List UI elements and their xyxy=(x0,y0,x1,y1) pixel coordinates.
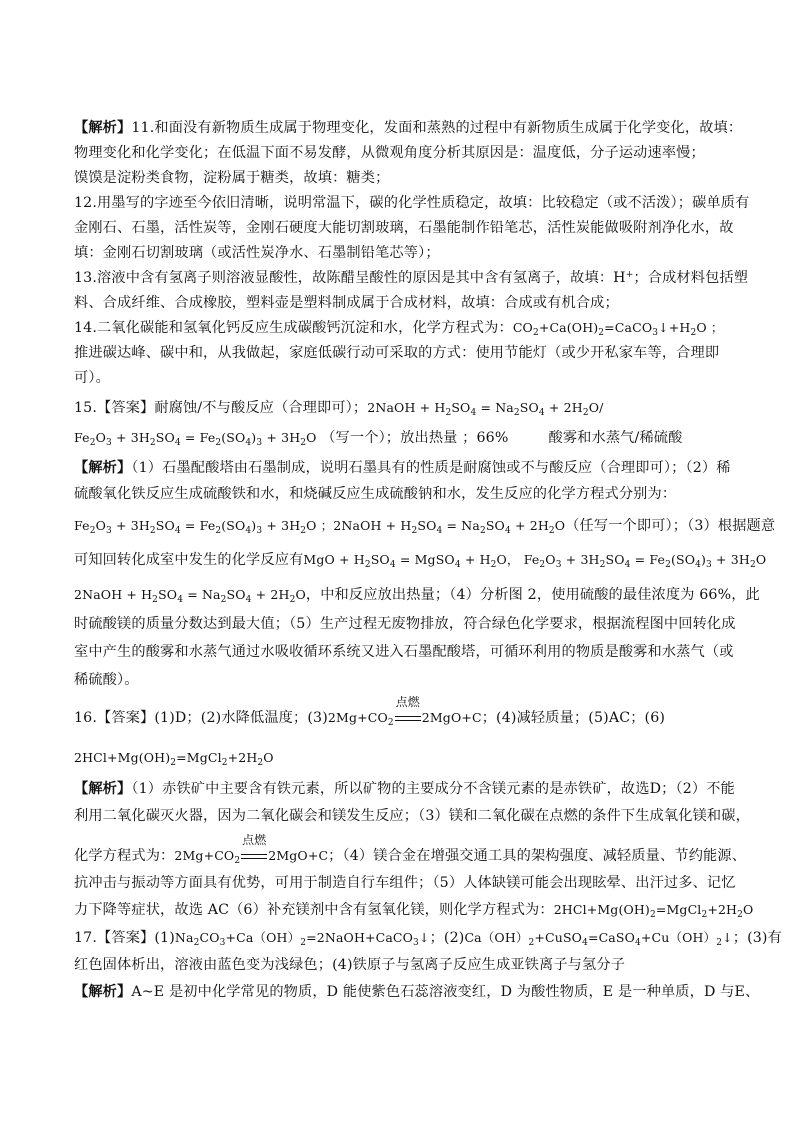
text-line xyxy=(74,748,734,768)
text-line: 物理变化和化学变化；在低温下面不易发酵，从微观角度分析其原因是：温度低，分子运动速率慢； xyxy=(74,145,705,161)
jiexi-label: 【解析】 xyxy=(74,460,132,476)
text-line: 12.用墨写的字迹至今依旧清晰，说明常温下，碳的化学性质稳定，故填：比较稳定（或不活泼）；碳单质有 xyxy=(74,195,750,211)
text-line: 17.【答案】$(1)Na_2CO_3+Ca(OH)_2=2NaOH+CaCO_3↓$；$(2)Ca(OH)_2+CuSO_4=CaSO_4+Cu(OH)_2↓$；(3)有 xyxy=(74,930,782,948)
reaction-arrow xyxy=(395,716,421,721)
text-line: 室中产生的酸雾和水蒸气通过水吸收循环系统又进入石墨配酸塔，可循环利用的物质是酸雾和水蒸气（或 xyxy=(74,644,734,660)
equation: $Fe_2O_3 + 3H_2SO_4 = Fe_2(SO_4)_3 + 3H_2O$ ；2NaOH + $H_2SO_4 = Na_2SO_4 + 2H_2O$ xyxy=(74,518,566,536)
text-line: 可）。 xyxy=(74,370,110,386)
equation: 2NaOH + $H_2SO_4 = Na_2SO_4 + 2H_2O/$ xyxy=(367,400,604,418)
equation: $2HCl+Mg(OH)_2=MgCl_2+2H_2O$ xyxy=(553,902,754,920)
text-line: 推进碳达峰、碳中和，从我做起，家庭低碳行动可采取的方式：使用节能灯（或少开私家车等，合理即 xyxy=(74,345,720,361)
text-line: 料、合成纤维、合成橡胶，塑料壶是塑料制成属于合成材料，故填：合成或有机合成； xyxy=(74,295,619,311)
jiexi-label: 【解析】 xyxy=(74,120,132,136)
text-line: 红色固体析出，溶液由蓝色变为浅绿色；(4)铁原子与氢离子反应生成亚铁离子与氢分子 xyxy=(74,957,626,973)
equation: MgO + $H_2SO_4$ = MgSO$_4$ + $H_2O$， $Fe_2O_3 + 3H_2SO_4 = Fe_2(SO_4)_3 + 3H_2O$ xyxy=(303,552,767,570)
text-line: 时硫酸镁的质量分数达到最大值；（5）生产过程无废物排放，符合绿色化学要求，根据流程图中回转化成 xyxy=(74,616,736,632)
reaction-arrow xyxy=(241,854,267,859)
text-line: 13.溶液中含有氢离子则溶液显酸性，故陈醋呈酸性的原因是其中含有氢离子，故填：H+；合成材料包括塑 xyxy=(74,270,749,286)
text-line: 填：金刚石切割玻璃（或活性炭净水、石墨制铅笔芯等）； xyxy=(74,245,440,261)
text-line: 【解析】（1）石墨配酸塔由石墨制成，说明石墨具有的性质是耐腐蚀或不与酸反应（合理即可）；（2）稀 xyxy=(74,460,731,476)
text-line: 【解析】A~E 是初中化学常见的物质，D 能使紫色石蕊溶液变红，D 为酸性物质，E 是一种单质，D 与E、 xyxy=(74,984,760,1000)
text-line: 硫酸氧化铁反应生成硫酸铁和水，和烧碱反应生成硫酸钠和水，发生反应的化学方程式分别为： xyxy=(74,486,677,502)
equation: $2HCl+Mg(OH)_2=MgCl_2+2H_2O$ xyxy=(74,750,274,768)
text-line: $Fe_2O_3 + 3H_2SO_4 = Fe_2(SO_4)_3 + 3H_2O$ （写一个）；放出热量 ；66% 酸雾和水蒸气/稀硫酸 xyxy=(74,430,683,448)
equation: $2Mg+CO_2$ 点燃 2MgO+C xyxy=(174,833,329,866)
text-line: 抗冲击与振动等方面具有优势，可用于制造自行车组件；（5）人体缺镁可能会出现眩晕、出汗过多、记忆 xyxy=(74,875,736,891)
text-line: 可知回转化成室中发生的化学反应有MgO + $H_2SO_4$ = MgSO$_4$ + $H_2O$， $Fe_2O_3 + 3H_2SO_4 = Fe_2(SO_4)_3 + 3H_2O$ xyxy=(74,552,767,570)
text-line: 金刚石、石墨，活性炭等，金刚石硬度大能切割玻璃，石墨能制作铅笔芯，活性炭能做吸附剂净化水，故 xyxy=(74,220,734,236)
text-line: $Fe_2O_3 + 3H_2SO_4 = Fe_2(SO_4)_3 + 3H_2O$ ；2NaOH + $H_2SO_4 = Na_2SO_4 + 2H_2O$（任写一个即可）；（3）根据题意 xyxy=(74,518,776,536)
text-line: 力下降等症状，故选 AC（6）补充镁剂中含有氢氧化镁，则化学方程式为：$2HCl+Mg(OH)_2=MgCl_2+2H_2O$ xyxy=(74,902,754,920)
text-line: 14.二氧化碳能和氢氧化钙反应生成碳酸钙沉淀和水，化学方程式为：$CO_2+Ca(OH)_2=CaCO_3↓+H_2O$ ； xyxy=(74,320,724,338)
text-line: 【解析】11.和面没有新物质生成属于物理变化，发面和蒸熟的过程中有新物质生成属于化学变化，故填： xyxy=(74,120,743,136)
text-line: 【解析】（1）赤铁矿中主要含有铁元素，所以矿物的主要成分不含镁元素的是赤铁矿，故选D；（2）不能 xyxy=(74,781,735,797)
text-line: 稀硫酸）。 xyxy=(74,672,139,688)
equation: $Ca(OH)_2+CuSO_4=CaSO_4+Cu(OH)_2↓$ xyxy=(464,930,733,948)
text-line: 15.【答案】耐腐蚀/不与酸反应（合理即可）；2NaOH + $H_2SO_4 = Na_2SO_4 + 2H_2O/$ xyxy=(74,400,604,418)
text-line: 16.【答案】(1)D；(2)水降低温度；$(3)2Mg+CO_2$ 点燃 2MgO+C；(4)减轻质量；(5)AC；(6) xyxy=(74,695,666,728)
jiexi-label: 【解析】 xyxy=(74,984,132,1000)
jiexi-label: 【解析】 xyxy=(74,781,132,797)
text-line: 利用二氧化碳灭火器，因为二氧化碳会和镁发生反应；（3）镁和二氧化碳在点燃的条件下生成氧化镁和碳， xyxy=(74,808,750,824)
equation: $Na_2CO_3+Ca(OH)_2=2NaOH+CaCO_3↓$ xyxy=(174,930,430,948)
equation: $Fe_2O_3 + 3H_2SO_4 = Fe_2(SO_4)_3 + 3H_2O$ xyxy=(74,430,317,448)
equation: $CO_2+Ca(OH)_2=CaCO_3↓+H_2O$ ； xyxy=(512,320,724,338)
equation: $2Mg+CO_2$ 点燃 2MgO+C xyxy=(327,695,482,728)
text-line: 馍馍是淀粉类食物，淀粉属于糖类，故填：糖类； xyxy=(74,170,390,186)
equation: 2NaOH + $H_2SO_4 = Na_2SO_4 + 2H_2O$ xyxy=(74,587,306,605)
text-line: 2NaOH + $H_2SO_4 = Na_2SO_4 + 2H_2O$，中和反应放出热量；（4）分析图 2，使用硫酸的最佳浓度为 66%，此 xyxy=(74,587,760,605)
text-line: 化学方程式为：$2Mg+CO_2$ 点燃 2MgO+C；（4）镁合金在增强交通工具的架构强度、减轻质量、节约能源、 xyxy=(74,833,747,866)
